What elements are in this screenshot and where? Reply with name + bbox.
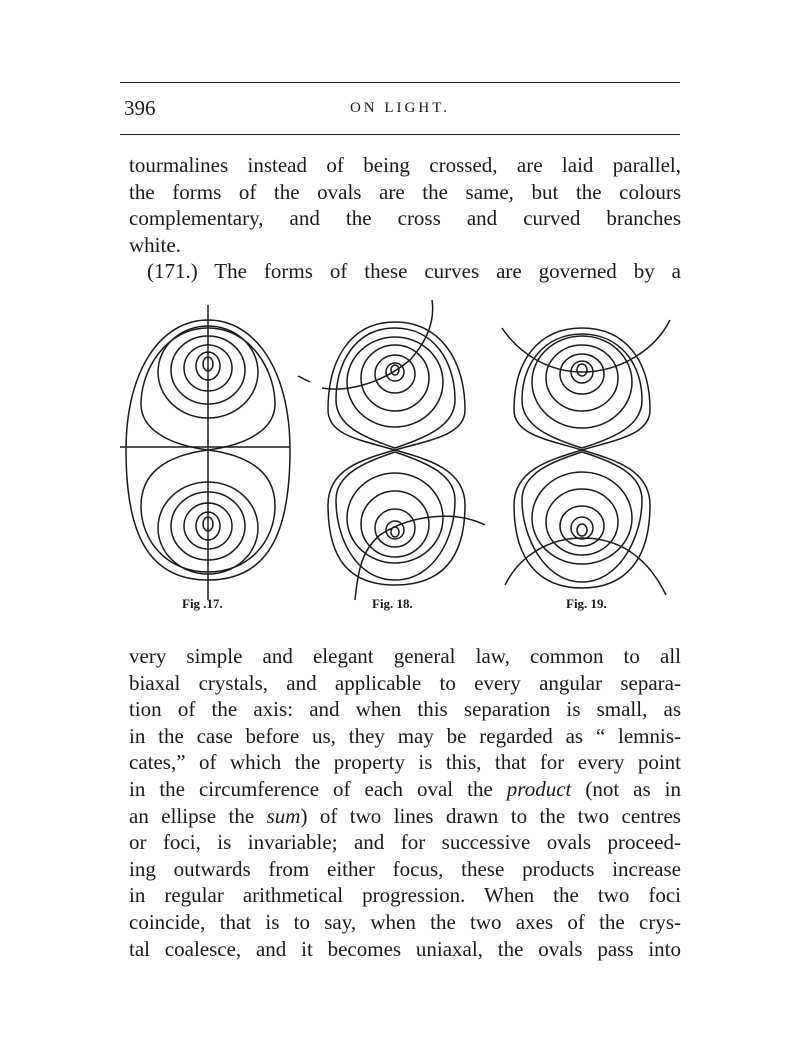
- text-line: tion of the axis: and when this separation is small, as: [129, 697, 681, 722]
- text-line: cates,” of which the property is this, that for every point: [129, 750, 681, 775]
- figure-18-caption: Fig. 18.: [372, 596, 413, 611]
- figure-17-diagram: [120, 305, 290, 600]
- text-line: the forms of the ovals are the same, but the colours: [129, 179, 681, 204]
- text-line: in regular arithmetical progression. When the two foci: [129, 883, 681, 908]
- figure-19-diagram: [502, 320, 670, 595]
- emphasis-product: product: [506, 776, 572, 801]
- text-line-with-emphasis: [129, 803, 681, 830]
- text-line: or foci, is invariable; and for successive ovals proceed-: [129, 830, 681, 855]
- text-line: (171.) The forms of these curves are governed by a: [147, 259, 681, 284]
- text-line: in the case before us, they may be regarded as “ lemnis-: [129, 723, 681, 748]
- text-line: white.: [129, 232, 181, 257]
- figures-svg: [110, 300, 700, 620]
- page-number: 396: [124, 96, 156, 120]
- text-segment: (not as in: [571, 776, 681, 801]
- figure-18-diagram: [298, 300, 485, 600]
- text-line: tal coalesce, and it becomes uniaxal, the ovals pass into: [129, 936, 681, 961]
- header-rule-top: [120, 82, 680, 83]
- emphasis-sum: sum: [266, 803, 301, 828]
- header-rule-bottom: [120, 134, 680, 135]
- text-line: coincide, that is to say, when the two axes of the crys-: [129, 909, 681, 934]
- text-line: complementary, and the cross and curved branches: [129, 206, 681, 231]
- paragraph-3: [129, 643, 681, 962]
- figure-17-caption: Fig .17.: [182, 596, 223, 611]
- figure-19-caption: Fig. 19.: [566, 596, 607, 611]
- text-line: ing outwards from either focus, these products increase: [129, 856, 681, 881]
- text-segment: an ellipse the: [129, 803, 267, 828]
- text-line-with-emphasis: [129, 776, 681, 803]
- text-line: biaxal crystals, and applicable to every angular separa-: [129, 670, 681, 695]
- running-title: ON LIGHT.: [349, 100, 451, 116]
- text-line: very simple and elegant general law, common to all: [129, 644, 681, 668]
- text-segment: in the circumference of each oval the: [129, 776, 507, 801]
- text-line: tourmalines instead of being crossed, are laid parallel,: [129, 153, 681, 177]
- paragraph-1: [129, 152, 681, 285]
- text-segment: ) of two lines drawn to the two centres: [300, 803, 681, 828]
